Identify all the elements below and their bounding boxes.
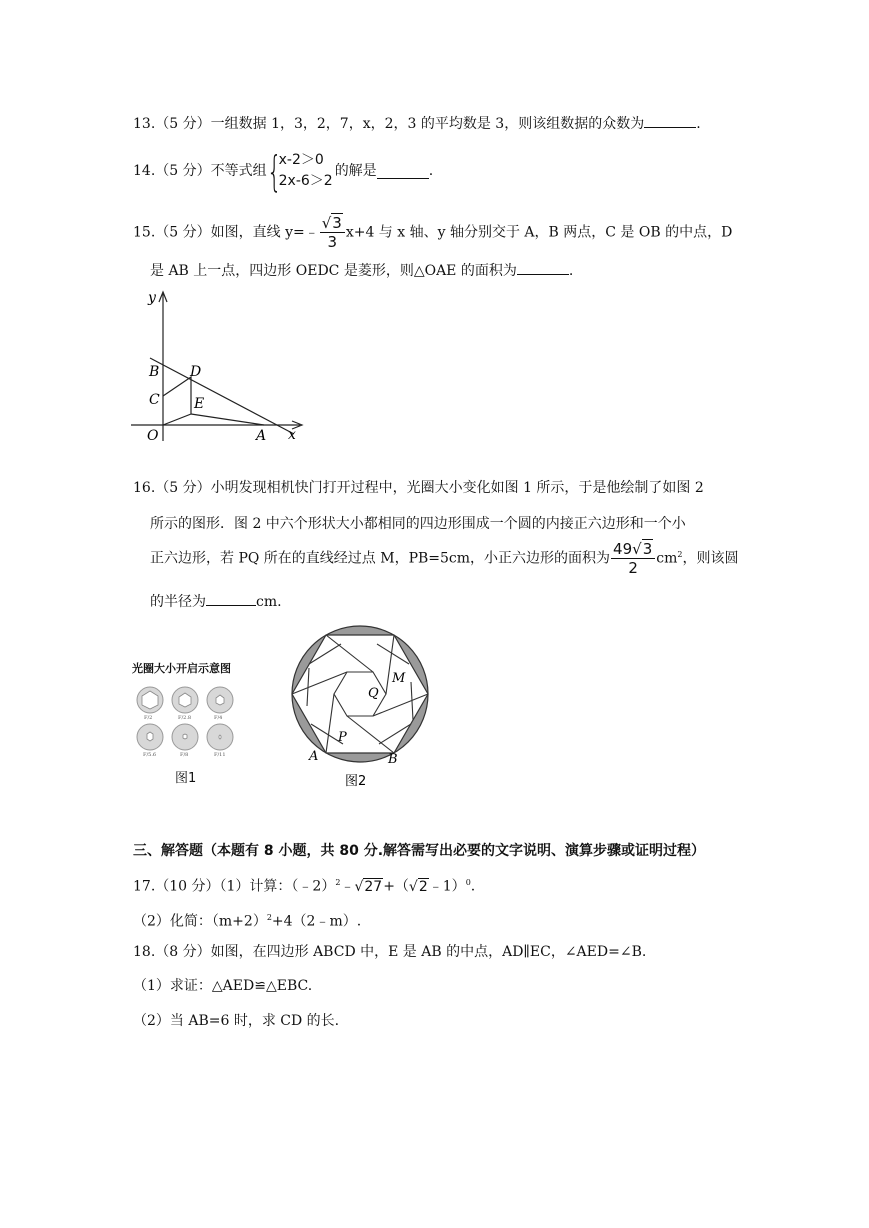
- q16-line1: 16.（5 分）小明发现相机快门打开过程中，光圈大小变化如图 1 所示，于是他绘制了如图 2: [133, 480, 704, 496]
- question-18-part-2: [133, 1011, 339, 1031]
- q14-end: .: [428, 163, 434, 179]
- point-label-B: B: [149, 364, 160, 380]
- q16-unit-sup: 2: [677, 549, 683, 559]
- point-label-A: A: [256, 428, 267, 444]
- point-label-A: A: [309, 749, 319, 764]
- question-16-line-2: [150, 514, 686, 534]
- aperture-label: F/2.8: [178, 715, 192, 721]
- question-17: [133, 873, 475, 897]
- q14-suffix: 的解是: [334, 163, 377, 179]
- q17-mid3: ﹣1）: [428, 878, 466, 895]
- q15-line2: 是 AB 上一点，四边形 OEDC 是菱形，则△OAE 的面积为: [150, 263, 517, 279]
- q16-line3-suffix: ，则该圆: [682, 550, 739, 567]
- q15-end: .: [568, 263, 574, 279]
- point-label-E: E: [194, 396, 205, 412]
- q16-line4-suffix: cm.: [256, 594, 282, 610]
- q17-sup2: 0: [465, 878, 471, 887]
- point-label-P: P: [338, 730, 347, 745]
- figure-1-caption: 图1: [175, 771, 197, 786]
- answer-blank-16[interactable]: [206, 591, 256, 606]
- q18-part1: （1）求证：△AED≌△EBC.: [133, 978, 313, 994]
- section-3-heading: 三、解答题（本题有 8 小题，共 80 分.解答需写出必要的文字说明、演算步骤或证明过程）: [133, 843, 706, 859]
- point-label-M: M: [392, 671, 406, 686]
- figure-2-caption: 图2: [345, 774, 367, 789]
- question-15-line-2: [150, 260, 573, 281]
- sqrt-27: √27: [354, 878, 383, 895]
- q16-unit: cm: [656, 550, 678, 567]
- point-label-B: B: [388, 752, 398, 767]
- aperture-label: F/11: [214, 752, 226, 758]
- question-17-part-2: [133, 908, 361, 932]
- sqrt-expression: √3: [321, 214, 342, 232]
- figure-1: [128, 660, 258, 790]
- question-14: [133, 147, 434, 196]
- q17-mid2: +（: [383, 878, 409, 895]
- question-15: [133, 214, 732, 254]
- answer-blank-15[interactable]: [517, 260, 569, 275]
- q18-text: 18.（8 分）如图，在四边形 ABCD 中，E 是 AB 的中点，AD∥EC，∠AED=∠B.: [133, 944, 647, 960]
- sqrt-expression: √3: [632, 540, 653, 558]
- q17-end: .: [470, 878, 476, 895]
- point-label-O: O: [147, 428, 159, 444]
- sqrt-2: √2: [408, 878, 428, 895]
- question-18: [133, 942, 646, 962]
- aperture-label: F/4: [214, 715, 223, 721]
- q18-part2: （2）当 AB=6 时，求 CD 的长.: [133, 1013, 340, 1029]
- q17-sup1: 2: [335, 878, 341, 887]
- q16-line4-prefix: 的半径为: [150, 594, 206, 610]
- axis-label-x: x: [288, 427, 296, 443]
- q16-line3-prefix: 正六边形，若 PQ 所在的直线经过点 M，PB=5cm，小正六边形的面积为: [150, 550, 611, 567]
- point-label-C: C: [149, 392, 160, 408]
- question-16-line-4: [150, 591, 282, 612]
- q16-line2: 所示的图形．图 2 中六个形状大小都相同的四边形围成一个圆的内接正六边形和一个小: [150, 516, 686, 532]
- question-16-line-3: [150, 540, 738, 580]
- answer-blank-13[interactable]: [644, 113, 696, 128]
- coordinate-figure: [128, 286, 308, 446]
- q15-prefix: 15.（5 分）如图，直线 y=﹣: [133, 224, 319, 241]
- q17-part2: （2）化简：（m+2）: [133, 913, 267, 930]
- q14-prefix: 14.（5 分）不等式组: [133, 163, 267, 179]
- fraction-denominator: 2: [628, 559, 638, 577]
- brace-icon: {: [266, 147, 282, 196]
- fraction-denominator: 3: [327, 233, 338, 251]
- answer-blank-14[interactable]: [377, 164, 429, 179]
- aperture-icons: [128, 680, 258, 760]
- q17-part2-rest: +4（2﹣m）.: [271, 913, 362, 930]
- q17-part2-sup: 2: [266, 913, 272, 922]
- q15-suffix: x+4 与 x 轴、y 轴分别交于 A，B 两点，C 是 OB 的中点，D: [345, 224, 733, 241]
- inequality-row-1: x-2＞0: [278, 152, 324, 168]
- axis-label-y: y: [148, 290, 156, 306]
- point-label-Q: Q: [368, 686, 379, 701]
- fraction-49sqrt3-over-2: [611, 540, 655, 577]
- aperture-label: F/2: [144, 715, 153, 721]
- q17-prefix: 17.（10 分）（1）计算：（﹣2）: [133, 878, 336, 895]
- question-13: [133, 113, 701, 134]
- point-label-D: D: [190, 364, 202, 380]
- question-16: [133, 478, 704, 498]
- question-18-part-1: [133, 976, 312, 996]
- inequality-system: [266, 147, 333, 196]
- q13-text: 13.（5 分）一组数据 1，3，2，7，x，2，3 的平均数是 3，则该组数据的众数为: [133, 116, 645, 132]
- q13-end: .: [696, 116, 701, 132]
- aperture-label: F/5.6: [143, 752, 157, 758]
- aperture-label: F/8: [180, 752, 189, 758]
- fraction-sqrt3-over-3: [320, 214, 345, 251]
- figure-2: [285, 622, 435, 792]
- q17-mid1: ﹣: [340, 878, 355, 895]
- inequality-row-2: 2x-6＞2: [278, 173, 333, 189]
- figure-1-title: 光圈大小开启示意图: [132, 662, 231, 675]
- fraction-coefficient: 49: [613, 540, 633, 558]
